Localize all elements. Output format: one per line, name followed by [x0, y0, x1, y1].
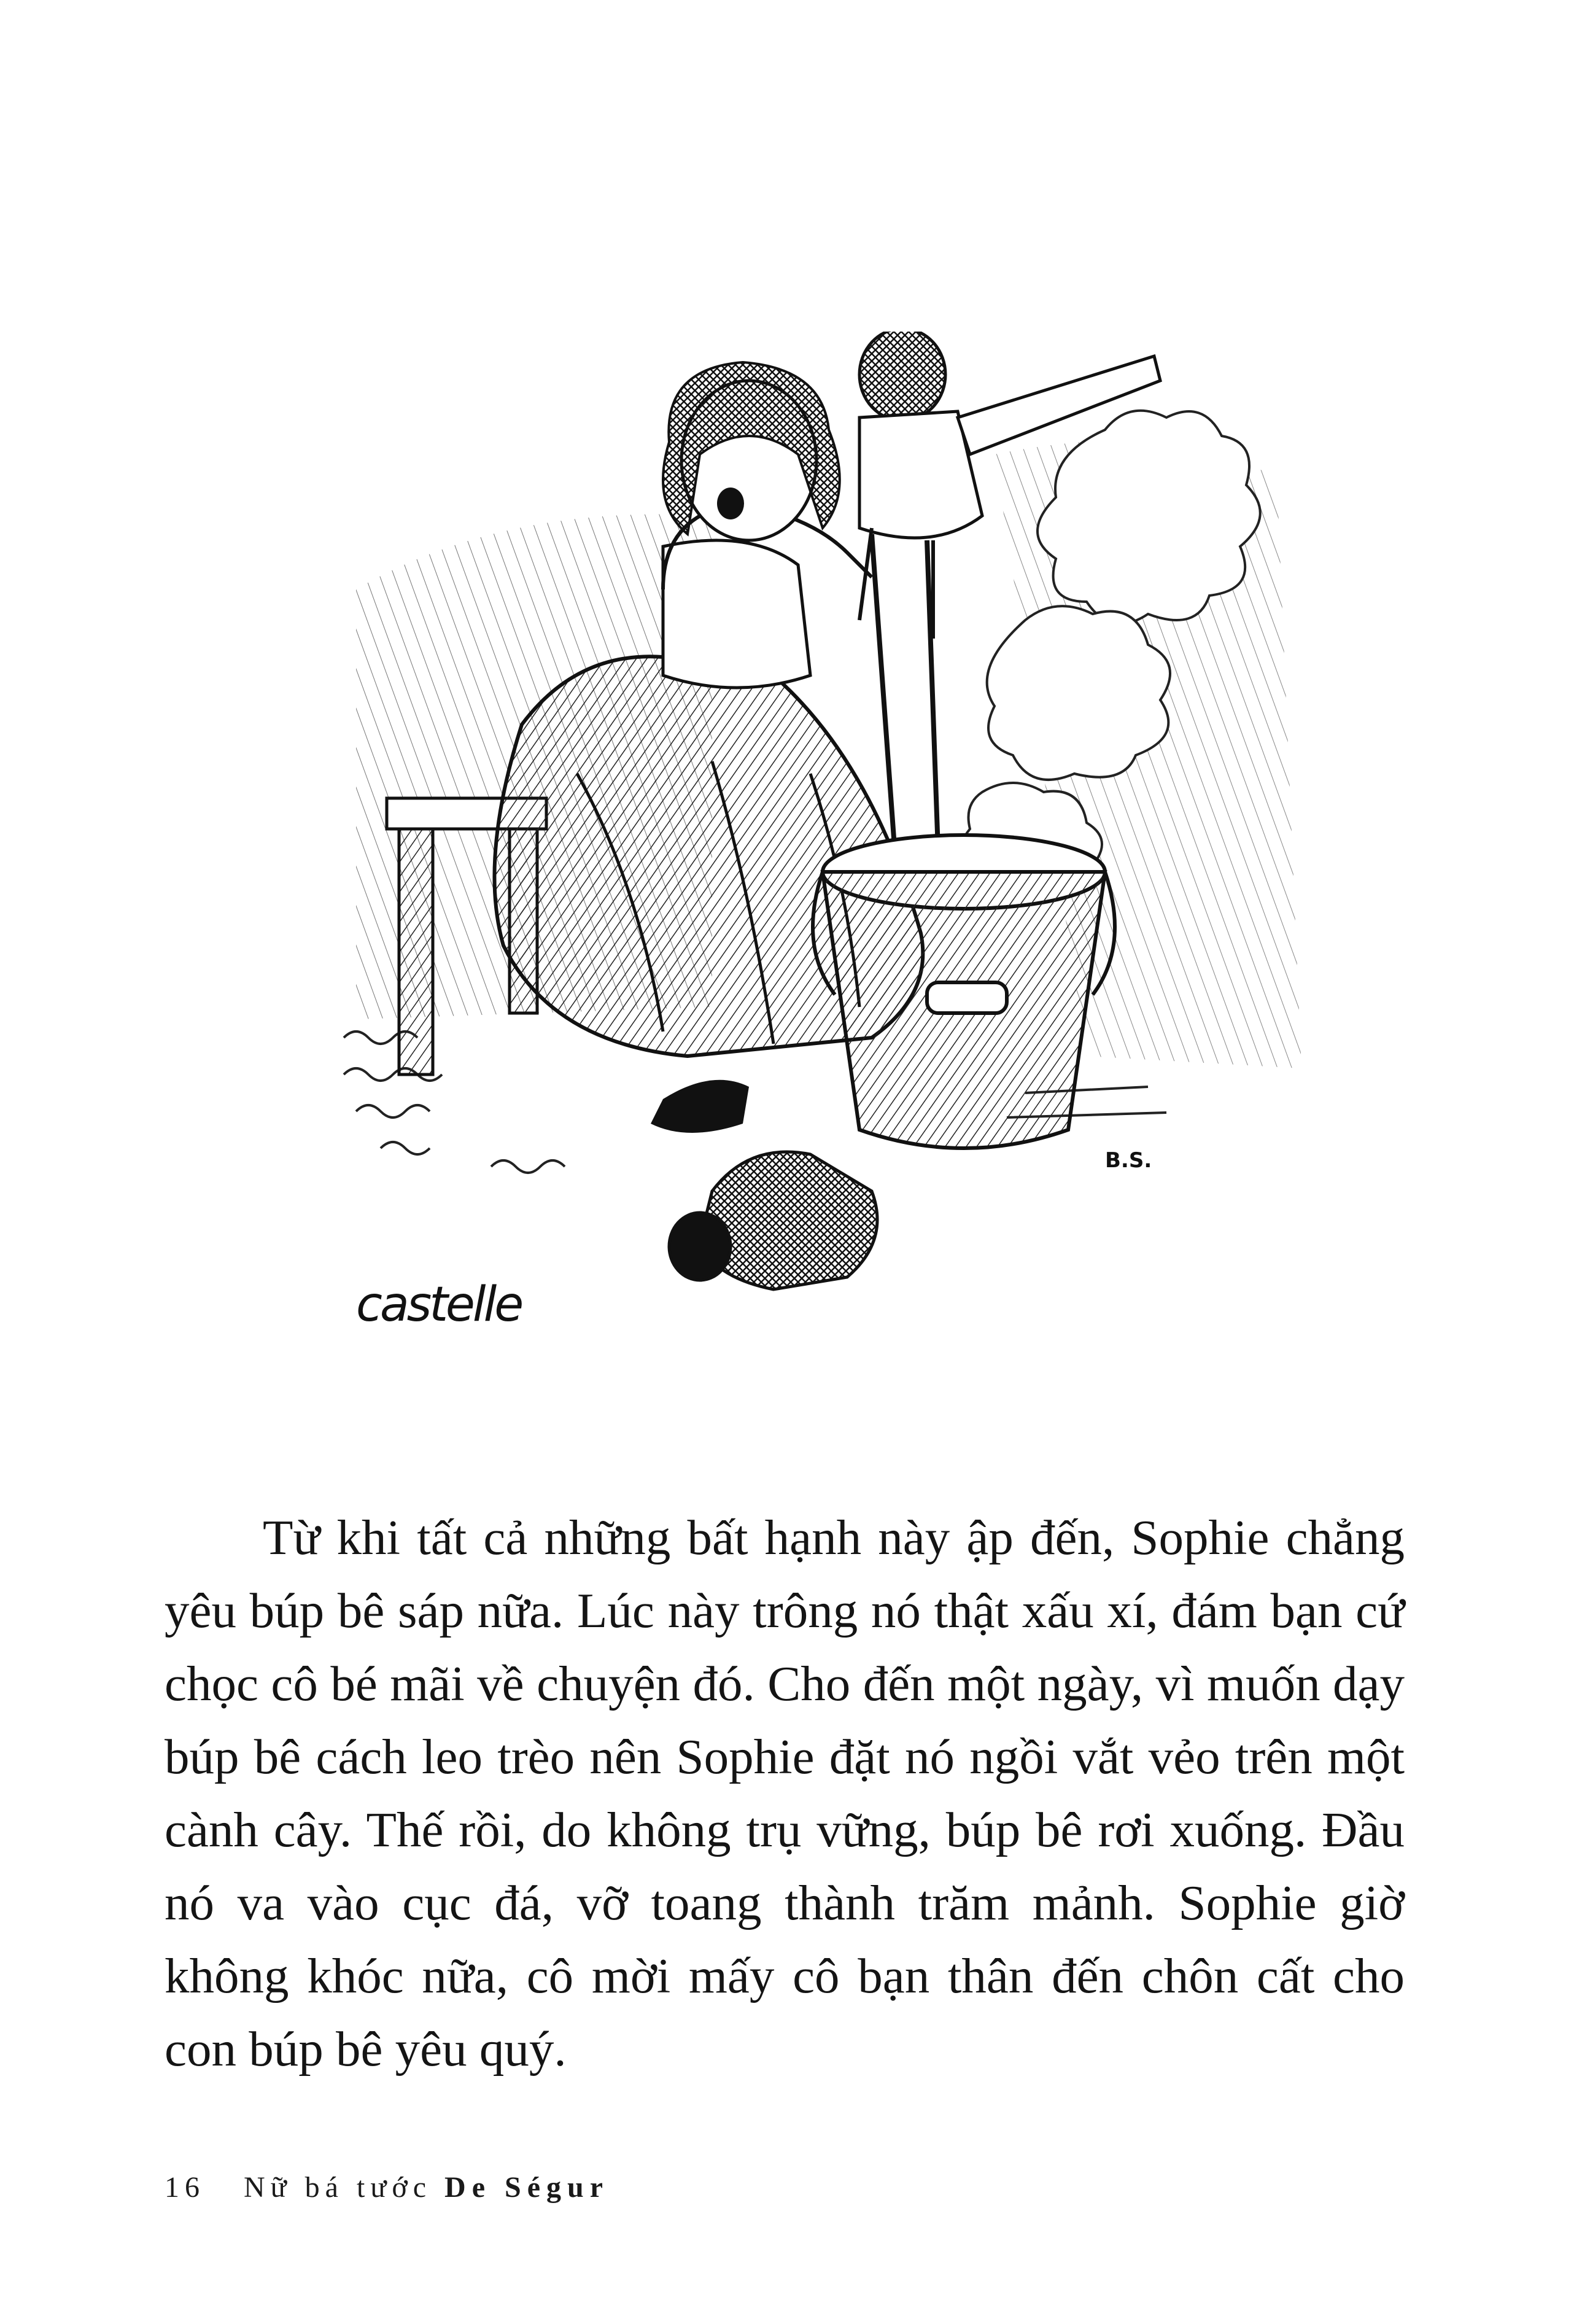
page-footer — [165, 2170, 609, 2204]
girl-bodice — [663, 540, 810, 688]
bucket — [813, 835, 1115, 1148]
engraving-illustration — [319, 332, 1326, 1314]
page-number: 16 — [165, 2171, 205, 2204]
overturned-jug — [669, 1152, 877, 1289]
body-paragraph: Từ khi tất cả những bất hạnh này ập đến, Sophie chẳng yêu búp bê sáp nữa. Lúc này trông nó thật xấu xí, đám bạn cứ chọc cô bé mãi về chuyện đó. Cho đến một ngày, vì muốn dạy búp bê cách leo trèo nên Sophie đặt nó ngồi vắt vẻo trên một cành cây. Thế rồi, do không trụ vững, búp bê rơi xuống. Đầu nó va vào cục đá, vỡ toang thành trăm mảnh. Sophie giờ không khóc nữa, cô mời mấy cô bạn thân đến chôn cất cho con búp bê yêu quý. — [165, 1510, 1405, 2077]
footer-title: Nữ bá tước — [244, 2171, 432, 2204]
girl-shoe — [651, 1080, 749, 1133]
artist-signature: castelle — [356, 1277, 522, 1332]
footer-author: De Ségur — [444, 2171, 609, 2204]
engraver-initials: B.S. — [1105, 1148, 1152, 1173]
